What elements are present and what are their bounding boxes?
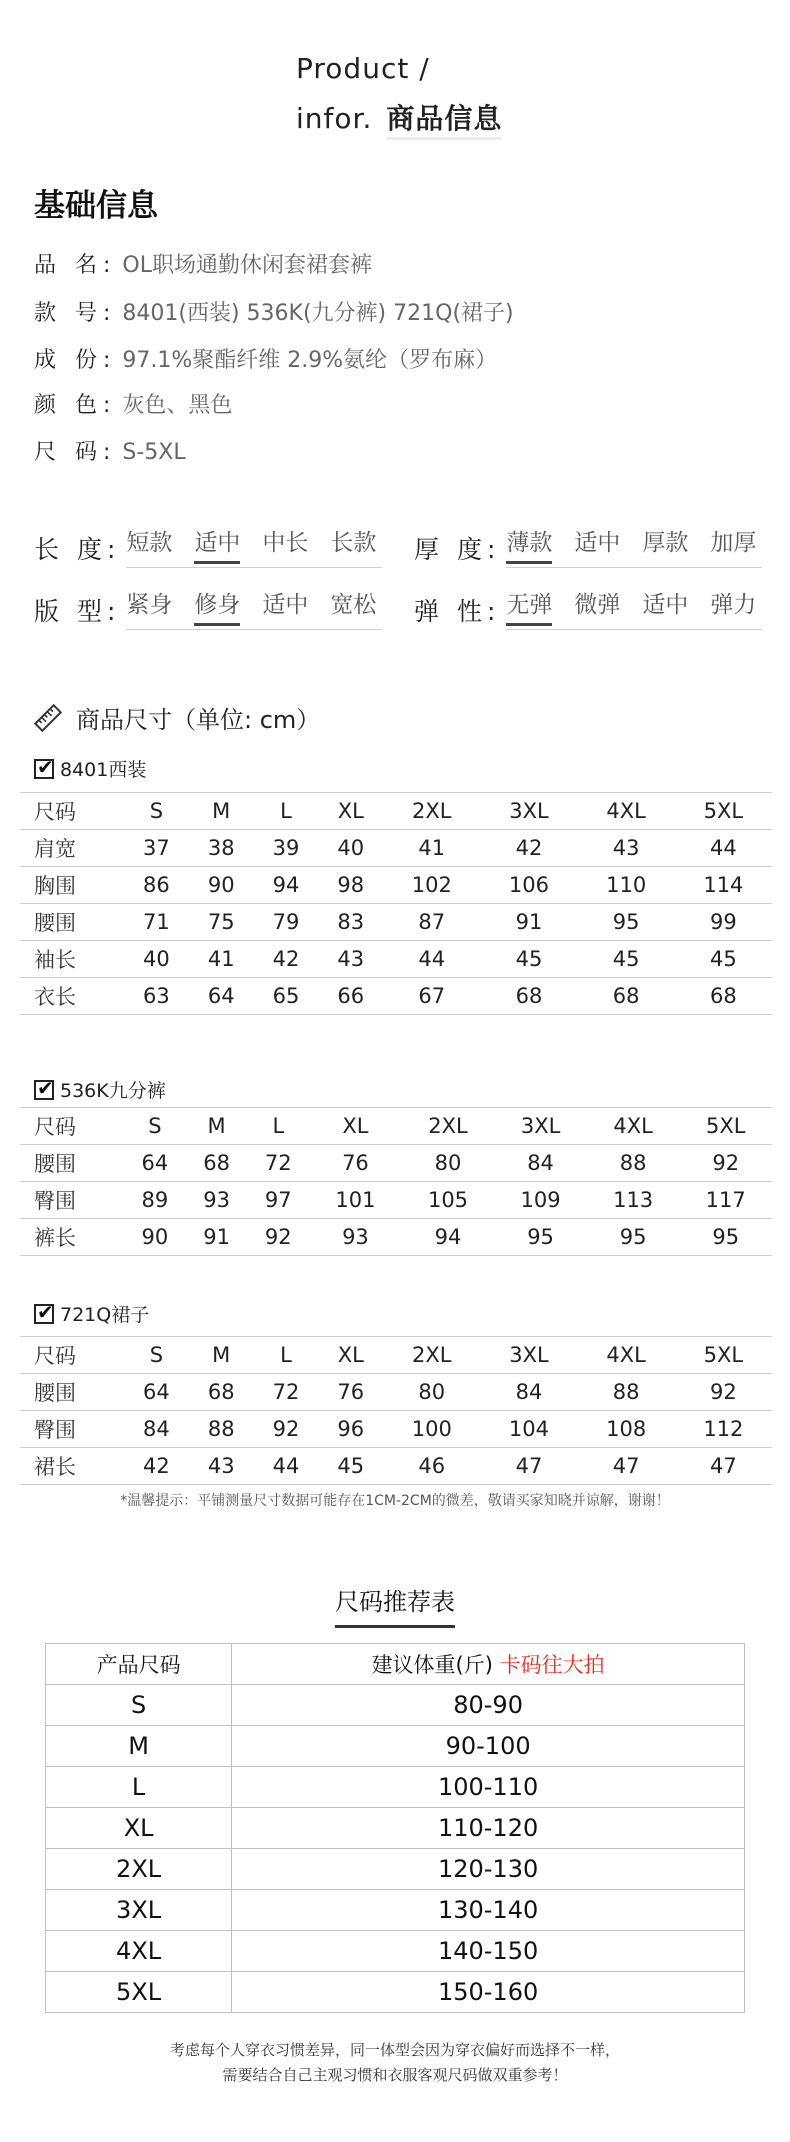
table-cell: 尺码	[20, 1337, 124, 1374]
table-cell: 100	[383, 1411, 480, 1448]
table-cell: 117	[679, 1182, 772, 1219]
attr-thickness-option: 适中	[574, 530, 621, 556]
footer-note: 考虑每个人穿衣习惯差异，同一体型会因为穿衣偏好而选择不一样， 需要结合自己主观习惯和衣服客观尺码做双重参考！	[169, 2041, 620, 2084]
recommend-col-weight: 建议体重(斤) 卡码往大拍	[232, 1644, 745, 1685]
attr-fit-option: 紧身	[126, 592, 173, 618]
table-cell: 44	[675, 830, 772, 867]
table-cell: 47	[480, 1448, 577, 1485]
table-cell: 5XL	[679, 1108, 772, 1145]
table-cell: 38	[189, 830, 254, 867]
table-cell: 90	[189, 867, 254, 904]
table-cell: 65	[254, 978, 319, 1015]
table-cell: 97	[247, 1182, 309, 1219]
checkbox-icon	[34, 1080, 54, 1100]
table-cell: L	[247, 1108, 309, 1145]
table-cell: 肩宽	[20, 830, 124, 867]
table-cell: 68	[189, 1374, 254, 1411]
table-cell: 37	[124, 830, 189, 867]
table-cell: 42	[124, 1448, 189, 1485]
table-row	[20, 978, 772, 1015]
table-row	[20, 1448, 772, 1485]
checkbox-icon	[34, 759, 54, 779]
checkbox-icon	[34, 1304, 54, 1324]
recommend-row	[46, 1972, 745, 2013]
table-cell: 衣长	[20, 978, 124, 1015]
table-header-row	[20, 1108, 772, 1145]
suit-size-table	[20, 792, 772, 1015]
recommend-cell: 90-100	[232, 1726, 745, 1767]
table-cell: 3XL	[494, 1108, 587, 1145]
header-en: infor.	[296, 102, 373, 135]
table-cell: 101	[309, 1182, 402, 1219]
recommend-cell: XL	[46, 1808, 232, 1849]
pants-table-title: ✔ 536K九分裤	[34, 1076, 166, 1103]
table-cell: 39	[254, 830, 319, 867]
table-cell: 2XL	[402, 1108, 495, 1145]
size-section-title: 商品尺寸（单位: cm）	[34, 700, 320, 735]
recommend-table	[45, 1643, 745, 2013]
recommend-cell: 3XL	[46, 1890, 232, 1931]
table-cell: 45	[480, 941, 577, 978]
table-cell: 88	[189, 1411, 254, 1448]
table-cell: 43	[318, 941, 383, 978]
table-cell: 79	[254, 904, 319, 941]
attr-elastic: 弹 性: 无弹 微弹 适中 弹力	[414, 586, 762, 630]
table-cell: 3XL	[480, 793, 577, 830]
table-cell: 尺码	[20, 793, 124, 830]
recommend-cell: 140-150	[232, 1931, 745, 1972]
table-cell: 40	[318, 830, 383, 867]
table-cell: 45	[675, 941, 772, 978]
table-header-row	[20, 793, 772, 830]
table-cell: 92	[679, 1145, 772, 1182]
table-cell: 41	[383, 830, 480, 867]
table-row	[20, 1411, 772, 1448]
table-cell: 95	[578, 904, 675, 941]
attr-elastic-option: 弹力	[710, 592, 757, 618]
table-cell: 68	[578, 978, 675, 1015]
recommend-cell: 110-120	[232, 1808, 745, 1849]
table-cell: 68	[480, 978, 577, 1015]
info-row-size: 尺 码: S-5XL	[34, 440, 186, 465]
table-cell: 93	[309, 1219, 402, 1256]
table-cell: 40	[124, 941, 189, 978]
table-cell: L	[254, 1337, 319, 1374]
table-row	[20, 1182, 772, 1219]
recommend-title: 尺码推荐表	[0, 1582, 790, 1628]
table-cell: 80	[402, 1145, 495, 1182]
table-cell: S	[124, 1108, 186, 1145]
recommend-cell: 120-130	[232, 1849, 745, 1890]
table-cell: 114	[675, 867, 772, 904]
table-cell: XL	[309, 1108, 402, 1145]
skirt-size-table	[20, 1336, 772, 1485]
table-cell: 109	[494, 1182, 587, 1219]
recommend-row	[46, 1685, 745, 1726]
attr-length-option: 中长	[262, 530, 309, 556]
attr-fit-option: 宽松	[330, 592, 377, 618]
header-zh: 商品信息	[386, 102, 502, 140]
table-cell: 5XL	[675, 793, 772, 830]
header-line2	[296, 97, 502, 137]
recommend-cell: 150-160	[232, 1972, 745, 2013]
table-cell: 75	[189, 904, 254, 941]
recommend-row	[46, 1767, 745, 1808]
table-cell: 72	[247, 1145, 309, 1182]
table-cell: 腰围	[20, 904, 124, 941]
table-cell: 腰围	[20, 1145, 124, 1182]
table-cell: 95	[587, 1219, 680, 1256]
table-cell: 94	[402, 1219, 495, 1256]
table-cell: 93	[186, 1182, 248, 1219]
table-cell: 88	[578, 1374, 675, 1411]
table-cell: 92	[254, 1411, 319, 1448]
recommend-row	[46, 1726, 745, 1767]
header-line1: Product /	[296, 52, 430, 85]
attr-elastic-option: 适中	[642, 592, 689, 618]
recommend-cell: 5XL	[46, 1972, 232, 2013]
table-cell: 3XL	[480, 1337, 577, 1374]
suit-table-title: ✔ 8401西装	[34, 755, 146, 782]
attr-elastic-option: 微弹	[574, 592, 621, 618]
table-cell: 84	[124, 1411, 189, 1448]
pants-size-table	[20, 1107, 772, 1256]
table-cell: 76	[318, 1374, 383, 1411]
size-up-note: 卡码往大拍	[499, 1653, 605, 1677]
table-cell: 112	[675, 1411, 772, 1448]
recommend-row	[46, 1849, 745, 1890]
table-cell: 裤长	[20, 1219, 124, 1256]
table-cell: 105	[402, 1182, 495, 1219]
recommend-cell: 100-110	[232, 1767, 745, 1808]
ruler-icon	[34, 704, 62, 732]
attr-elastic-option: 无弹	[506, 586, 552, 626]
attr-length-option: 短款	[126, 530, 173, 556]
table-cell: 89	[124, 1182, 186, 1219]
table-cell: S	[124, 1337, 189, 1374]
info-row-style: 款 号: 8401(西装) 536K(九分裤) 721Q(裙子)	[34, 301, 514, 326]
table-cell: 90	[124, 1219, 186, 1256]
table-cell: 47	[578, 1448, 675, 1485]
info-row-name: 品 名: OL职场通勤休闲套裙套裤	[34, 253, 372, 278]
table-cell: 4XL	[578, 1337, 675, 1374]
table-cell: 4XL	[578, 793, 675, 830]
recommend-cell: 80-90	[232, 1685, 745, 1726]
basic-info-title: 基础信息	[34, 188, 158, 224]
table-cell: 2XL	[383, 793, 480, 830]
table-cell: 102	[383, 867, 480, 904]
table-cell: 47	[675, 1448, 772, 1485]
table-cell: 臀围	[20, 1411, 124, 1448]
attr-fit: 版 型: 紧身 修身 适中 宽松	[34, 586, 382, 630]
recommend-cell: 130-140	[232, 1890, 745, 1931]
table-row	[20, 904, 772, 941]
recommend-cell: 2XL	[46, 1849, 232, 1890]
table-cell: 44	[383, 941, 480, 978]
table-cell: 64	[124, 1145, 186, 1182]
attr-length-option: 适中	[194, 524, 240, 564]
table-cell: 袖长	[20, 941, 124, 978]
table-row	[20, 830, 772, 867]
table-cell: 2XL	[383, 1337, 480, 1374]
table-cell: 99	[675, 904, 772, 941]
table-cell: 92	[675, 1374, 772, 1411]
table-cell: 106	[480, 867, 577, 904]
table-cell: 5XL	[675, 1337, 772, 1374]
table-row	[20, 867, 772, 904]
table-cell: 71	[124, 904, 189, 941]
table-cell: 裙长	[20, 1448, 124, 1485]
attr-thickness-option: 薄款	[506, 524, 552, 564]
table-cell: 80	[383, 1374, 480, 1411]
table-cell: M	[189, 793, 254, 830]
recommend-header-row	[46, 1644, 745, 1685]
attr-thickness-option: 加厚	[710, 530, 757, 556]
table-cell: 88	[587, 1145, 680, 1182]
recommend-cell: S	[46, 1685, 232, 1726]
table-cell: 67	[383, 978, 480, 1015]
attr-fit-option: 修身	[194, 586, 240, 626]
table-cell: 91	[186, 1219, 248, 1256]
table-cell: 91	[480, 904, 577, 941]
table-cell: 98	[318, 867, 383, 904]
table-cell: 87	[383, 904, 480, 941]
recommend-row	[46, 1890, 745, 1931]
table-cell: L	[254, 793, 319, 830]
table-cell: 腰围	[20, 1374, 124, 1411]
table-cell: 95	[494, 1219, 587, 1256]
table-cell: 尺码	[20, 1108, 124, 1145]
table-cell: 72	[254, 1374, 319, 1411]
table-row	[20, 1374, 772, 1411]
table-row	[20, 941, 772, 978]
recommend-col-size: 产品尺码	[46, 1644, 232, 1685]
attr-fit-option: 适中	[262, 592, 309, 618]
table-cell: 68	[186, 1145, 248, 1182]
attr-length-option: 长款	[330, 530, 377, 556]
recommend-row	[46, 1931, 745, 1972]
recommend-cell: L	[46, 1767, 232, 1808]
measurement-tip: *温馨提示：平铺测量尺寸数据可能存在1CM-2CM的微差，敬请买家知晓并谅解，谢谢！	[120, 1493, 670, 1509]
table-cell: 66	[318, 978, 383, 1015]
table-cell: 110	[578, 867, 675, 904]
table-cell: 臀围	[20, 1182, 124, 1219]
table-cell: 44	[254, 1448, 319, 1485]
attr-thickness-option: 厚款	[642, 530, 689, 556]
attr-length: 长 度: 短款 适中 中长 长款	[34, 524, 382, 568]
info-row-color: 颜 色: 灰色、黑色	[34, 393, 233, 418]
table-cell: 95	[679, 1219, 772, 1256]
table-cell: 43	[578, 830, 675, 867]
table-cell: 86	[124, 867, 189, 904]
attr-thickness: 厚 度: 薄款 适中 厚款 加厚	[414, 524, 762, 568]
table-cell: XL	[318, 1337, 383, 1374]
table-cell: 64	[189, 978, 254, 1015]
table-cell: 63	[124, 978, 189, 1015]
table-cell: 68	[675, 978, 772, 1015]
table-cell: M	[186, 1108, 248, 1145]
table-cell: 42	[254, 941, 319, 978]
table-cell: 92	[247, 1219, 309, 1256]
table-header-row	[20, 1337, 772, 1374]
table-cell: 46	[383, 1448, 480, 1485]
recommend-cell: M	[46, 1726, 232, 1767]
table-cell: 4XL	[587, 1108, 680, 1145]
table-cell: 84	[494, 1145, 587, 1182]
table-cell: 41	[189, 941, 254, 978]
header	[296, 52, 502, 137]
table-cell: 96	[318, 1411, 383, 1448]
table-cell: S	[124, 793, 189, 830]
table-row	[20, 1219, 772, 1256]
table-cell: 45	[318, 1448, 383, 1485]
table-cell: 83	[318, 904, 383, 941]
table-cell: 64	[124, 1374, 189, 1411]
table-cell: 45	[578, 941, 675, 978]
table-cell: 108	[578, 1411, 675, 1448]
table-cell: 84	[480, 1374, 577, 1411]
skirt-table-title: ✔ 721Q裙子	[34, 1300, 149, 1327]
table-cell: 43	[189, 1448, 254, 1485]
recommend-cell: 4XL	[46, 1931, 232, 1972]
table-cell: 42	[480, 830, 577, 867]
table-cell: 113	[587, 1182, 680, 1219]
table-cell: 104	[480, 1411, 577, 1448]
table-row	[20, 1145, 772, 1182]
table-cell: 76	[309, 1145, 402, 1182]
table-cell: 胸围	[20, 867, 124, 904]
info-row-material: 成 份: 97.1%聚酯纤维 2.9%氨纶（罗布麻）	[34, 348, 498, 373]
recommend-row	[46, 1808, 745, 1849]
table-cell: 94	[254, 867, 319, 904]
table-cell: XL	[318, 793, 383, 830]
table-cell: M	[189, 1337, 254, 1374]
